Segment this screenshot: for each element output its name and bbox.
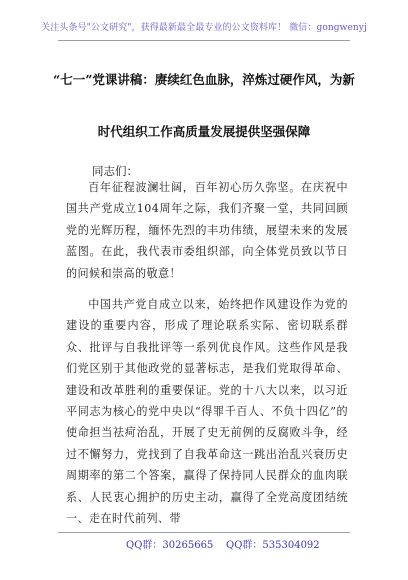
header-divider [58,40,350,41]
paragraph-1: 百年征程波澜壮阔，百年初心历久弥坚。在庆祝中国共产党成立104周年之际，我们齐聚一堂，共同回顾党的光辉历程，缅怀先烈的丰功伟绩，展望未来的发展蓝图。在此，我代表市委组织部，向全体党员致以节日的问候和崇高的敬意！ [66,181,348,280]
header-banner: 关注头条号"公文研究"，获得最新最全最专业的公文资料库！ 微信：gongwenyj [41,23,367,33]
title-line-1: “七一”党课讲稿：赓续红色血脉，淬炼过硬作风，为新 [53,72,355,87]
footer-divider [58,532,350,533]
footer-qq-group-1: QQ群：30265665 [126,540,214,551]
paragraph-2: 中国共产党自成立以来，始终把作风建设作为党的建设的重要内容，形成了理论联系实际、密切联系群众、批评与自我批评等一系列优良作风。这些作风是我们党区别于其他政党的显著标志，是我们党取得革命、建设和改革胜利的重要保证。党的十八大以来，以习近平同志为核心的党中央以“得罪千百人、不负十四亿”的使命担当祛疴治乱，开展了史无前例的反腐败斗争，经过不懈努力，党找到了自我革命这一跳出治乱兴衰历史周期率的第二个答案，赢得了保持同人民群众的血肉联系、人民衷心拥护的历史主动，赢得了全党高度团结统一、走在时代前列、带 [66,298,348,526]
greeting: 同志们： [92,164,138,178]
title-line-2: 时代组织工作高质量发展提供坚强保障 [97,124,311,139]
footer-qq-group-2: QQ群：535304092 [226,540,320,551]
